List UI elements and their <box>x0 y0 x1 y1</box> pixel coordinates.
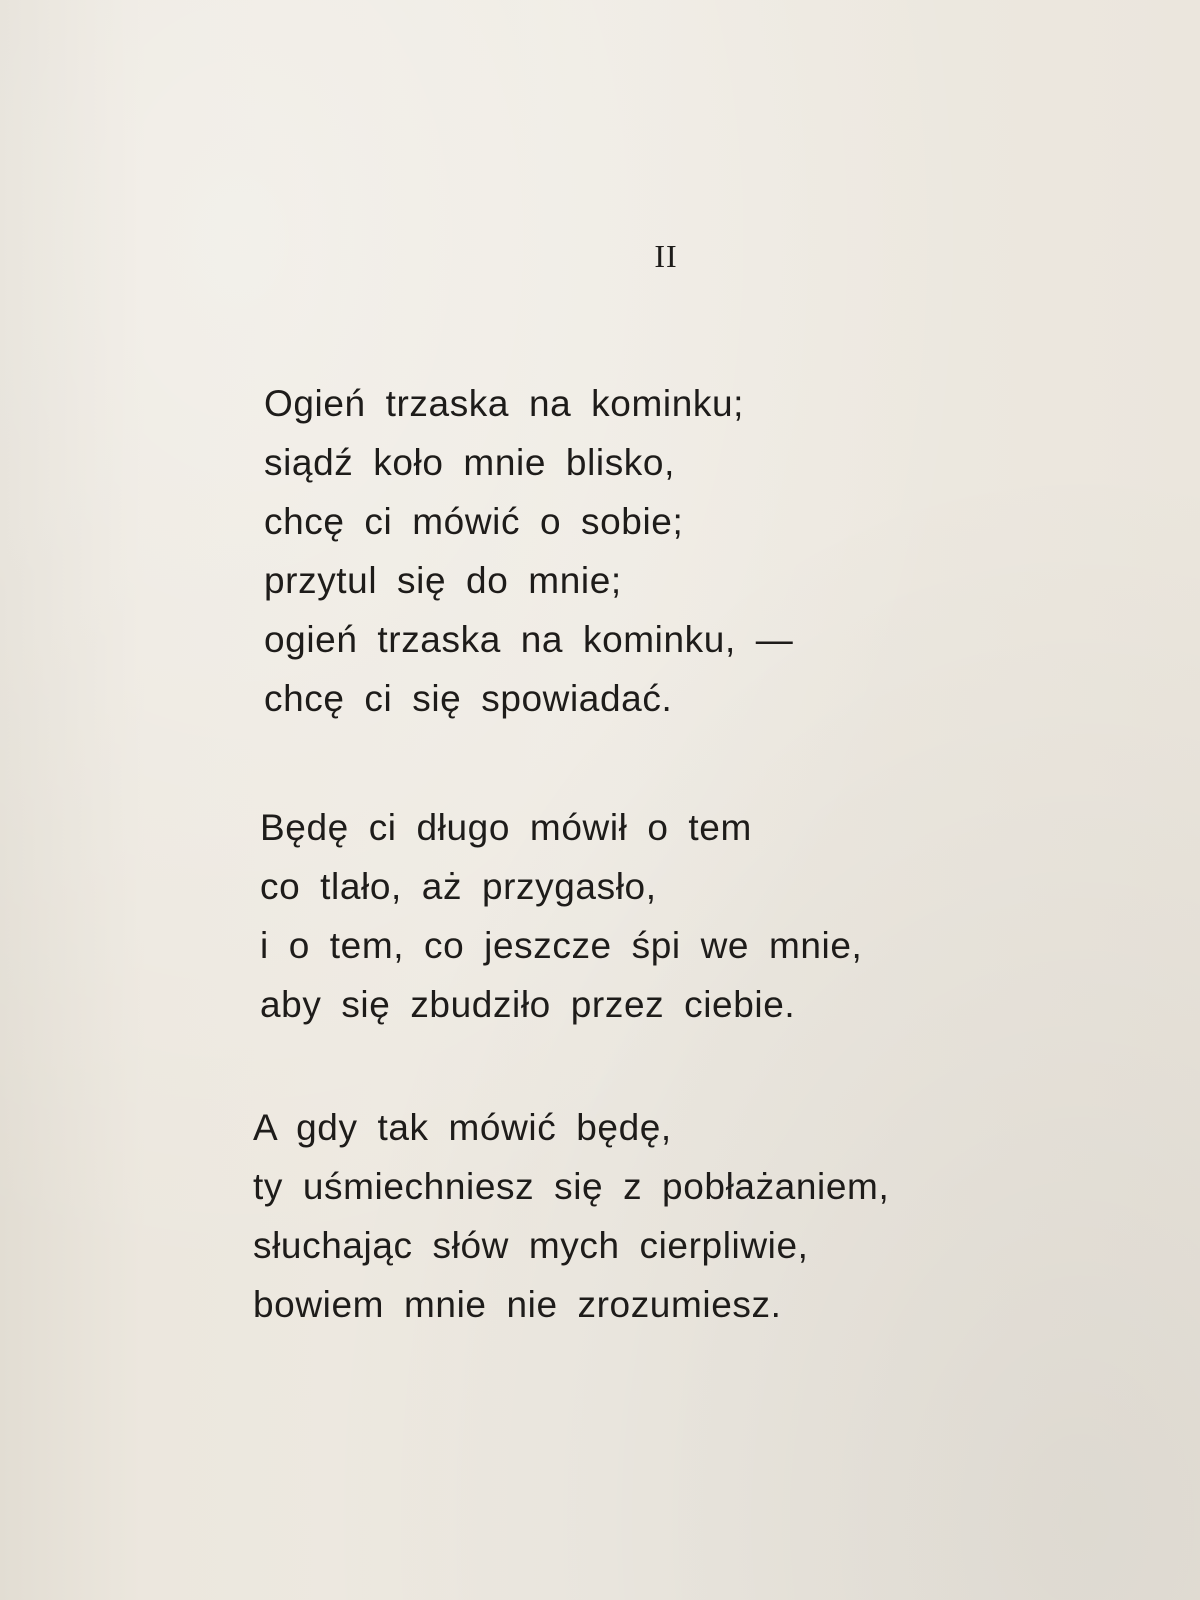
poem-line: ty uśmiechniesz się z pobłażaniem, <box>253 1166 890 1207</box>
poem-line: co tlało, aż przygasło, <box>260 866 657 907</box>
stanza-1 <box>264 374 793 728</box>
poem-line: przytul się do mnie; <box>264 560 622 601</box>
stanza-3 <box>253 1098 889 1334</box>
poem-line: ogień trzaska na kominku, — <box>264 619 794 660</box>
poem-line: chcę ci się spowiadać. <box>264 678 673 719</box>
poem-line: Ogień trzaska na kominku; <box>264 383 745 424</box>
poem-line: chcę ci mówić o sobie; <box>264 501 684 542</box>
stanza-2 <box>260 798 862 1034</box>
poem-line: słuchając słów mych cierpliwie, <box>253 1225 809 1266</box>
poem-line: siądź koło mnie blisko, <box>264 442 675 483</box>
poem-line: A gdy tak mówić będę, <box>253 1107 672 1148</box>
section-number: II <box>654 238 678 274</box>
poem-line: aby się zbudziło przez ciebie. <box>260 984 796 1025</box>
poem-line: i o tem, co jeszcze śpi we mnie, <box>260 925 863 966</box>
poem-line: Będę ci długo mówił o tem <box>260 807 752 848</box>
poem-line: bowiem mnie nie zrozumiesz. <box>253 1284 782 1325</box>
